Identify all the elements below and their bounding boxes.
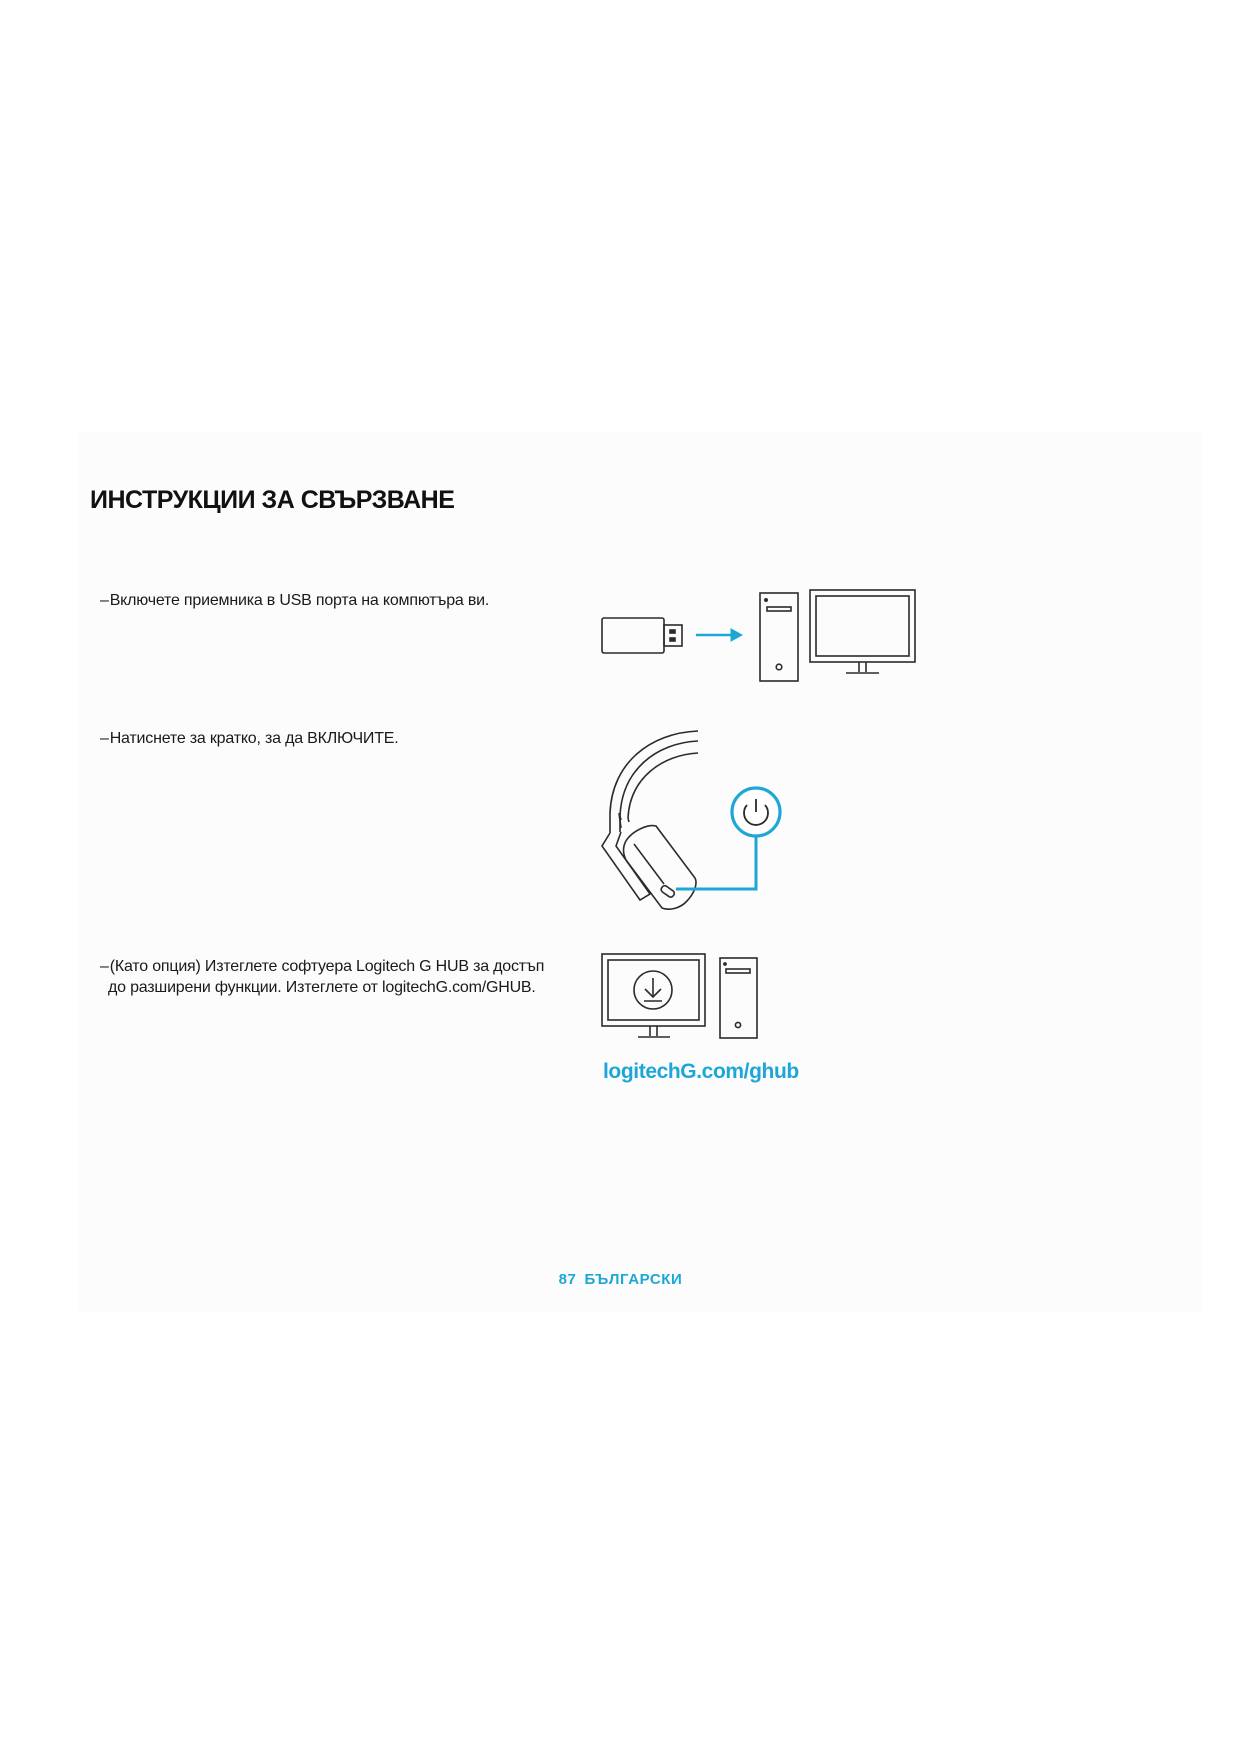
step-2-dash: – <box>100 730 109 747</box>
usb-receiver-icon <box>602 618 682 653</box>
power-button-callout-line <box>676 836 756 889</box>
step-1-line-1: Включете приемника в USB порта на компютъра ви. <box>109 592 490 609</box>
pc-tower-icon <box>720 958 757 1038</box>
step-2-text <box>100 728 399 749</box>
step-1-dash: – <box>100 592 109 609</box>
power-icon <box>732 788 780 836</box>
download-software-illustration <box>600 952 770 1052</box>
download-icon <box>634 971 672 1009</box>
footer-language: БЪЛГАРСКИ <box>584 1271 683 1288</box>
arrow-right-icon <box>696 629 742 641</box>
step-2-line-1: Натиснете за кратко, за да ВКЛЮЧИТЕ. <box>109 730 399 747</box>
ghub-download-link[interactable]: logitechG.com/ghub <box>603 1060 799 1083</box>
headset-power-illustration <box>590 728 800 928</box>
headset-icon <box>602 731 698 909</box>
step-3-line-2: до разширени функции. Изтеглете от logitechG.com/GHUB. <box>108 979 536 996</box>
page-footer <box>0 1271 1241 1288</box>
step-3-dash: – <box>100 958 109 975</box>
pc-tower-icon <box>760 593 798 681</box>
step-3-line-1: (Като опция) Изтеглете софтуера Logitech G HUB за достъп <box>109 958 545 975</box>
usb-to-computer-illustration <box>600 585 930 687</box>
step-1-text <box>100 590 489 611</box>
step-3-text <box>100 956 544 998</box>
page-number: 87 <box>558 1271 577 1288</box>
monitor-icon <box>810 590 915 673</box>
page-title: ИНСТРУКЦИИ ЗА СВЪРЗВАНЕ <box>90 486 455 514</box>
